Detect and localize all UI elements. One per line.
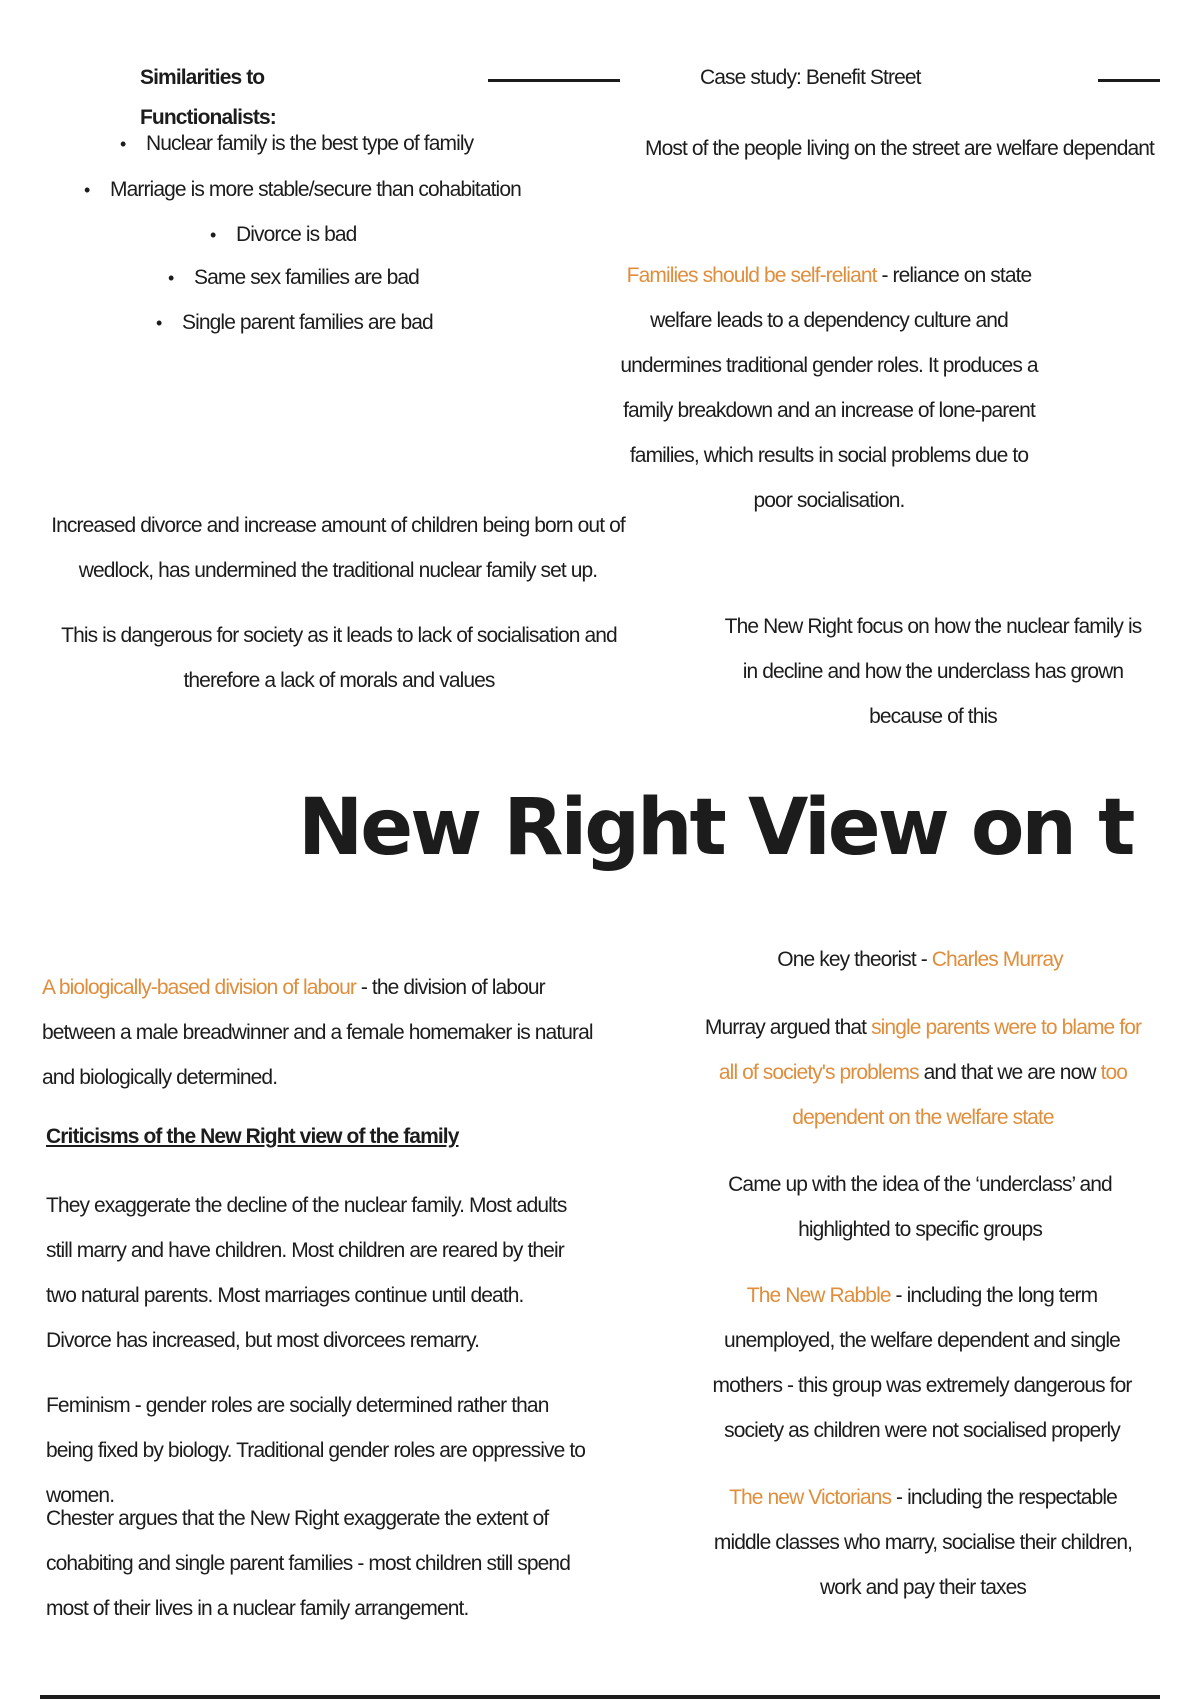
bullet-item: • Single parent families are bad — [156, 303, 433, 343]
bullet-item: • Divorce is bad — [210, 215, 356, 255]
case-study-heading: Case study: Benefit Street — [700, 66, 921, 89]
self-reliant-term: Families should be self-reliant — [626, 264, 877, 287]
self-reliant-paragraph — [620, 253, 1038, 523]
header-rule-left — [488, 79, 620, 82]
bullet-icon: • — [156, 313, 162, 333]
new-rabble-paragraph: The New Rabble - including the long term unemployed, the welfare dependent and single mothers - this group was extremely dangerous for society as children were not socialised properly — [712, 1284, 1132, 1442]
bullet-icon: • — [84, 180, 90, 200]
biological-text: - the division of labour between a male breadwinner and a female homemaker is natural and biologically determined. — [42, 976, 593, 1089]
case-study-text: Most of the people living on the street are welfare dependant — [645, 137, 1154, 160]
bullet-item: • Nuclear family is the best type of family — [120, 124, 473, 164]
bottom-rule — [40, 1695, 1160, 1699]
criticisms-heading: Criticisms of the New Right view of the family — [46, 1125, 459, 1148]
new-victorians-term: The new Victorians — [729, 1486, 892, 1509]
underclass-paragraph: Came up with the idea of the ‘underclass’ and highlighted to specific groups — [728, 1173, 1112, 1241]
criticism-paragraph: Chester argues that the New Right exaggerate the extent of cohabiting and single parent families - most children still spend most of their lives in a nuclear family arrangement. — [46, 1507, 570, 1620]
divorce-paragraph: Increased divorce and increase amount of children being born out of wedlock, has undermined the traditional nuclear family set up. — [51, 514, 625, 582]
bullet-item: • Same sex families are bad — [168, 258, 419, 298]
criticism-paragraph: Feminism - gender roles are socially determined rather than being fixed by biology. Traditional gender roles are oppressive to women. — [46, 1394, 586, 1507]
danger-paragraph: This is dangerous for society as it leads to lack of socialisation and therefore a lack of morals and values — [61, 624, 617, 692]
theorist-line — [720, 937, 1120, 982]
murray-claim: single parents were to blame for all of society's problems — [718, 1016, 1142, 1084]
new-victorians-paragraph: The new Victorians - including the respectable middle classes who marry, socialise their children, work and pay their taxes — [713, 1486, 1133, 1599]
biological-term: A biologically-based division of labour — [42, 976, 356, 999]
focus-paragraph: The New Right focus on how the nuclear family is in decline and how the underclass has grown because of this — [724, 615, 1142, 728]
bullet-icon: • — [210, 225, 216, 245]
similarities-heading: Similarities to Functionalists: — [140, 66, 276, 129]
theorist-name: Charles Murray — [931, 948, 1063, 971]
murray-dependency: too dependent on the welfare state — [792, 1061, 1128, 1129]
theorist-prefix: One key theorist - — [777, 948, 932, 971]
murray-paragraph: Murray argued that single parents were to blame for all of society's problems and that we are now too dependent on the welfare state — [704, 1016, 1142, 1129]
self-reliant-text: - reliance on state welfare leads to a dependency culture and undermines traditional gender roles. It produces a family breakdown and an increase of lone-parent families, which results in social problems due to poor socialisation. — [620, 264, 1038, 512]
header-rule-right — [1098, 79, 1160, 82]
page-title: New Right View on t — [298, 783, 1133, 873]
criticism-paragraph: They exaggerate the decline of the nuclear family. Most adults still marry and have children. Most children are reared by their two natural parents. Most marriages continue until death. Divorce has increased, but most divorcees remarry. — [46, 1194, 567, 1352]
biological-paragraph — [42, 965, 602, 1100]
bullet-item: • Marriage is more stable/secure than cohabitation — [84, 170, 521, 210]
new-rabble-term: The New Rabble — [746, 1284, 891, 1307]
bullet-icon: • — [168, 268, 174, 288]
bullet-icon: • — [120, 134, 126, 154]
